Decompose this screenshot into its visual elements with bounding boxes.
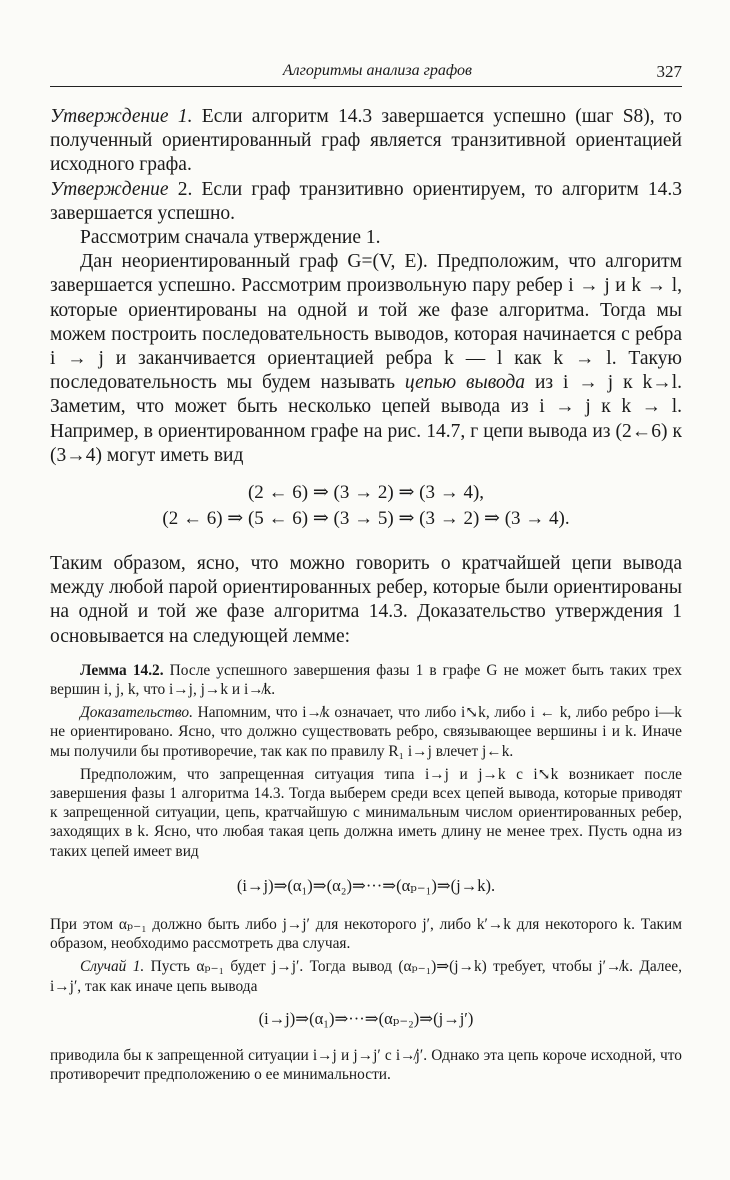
paragraph-shortest: Таким образом, ясно, что можно говорить о кратчайшей цепи вывода между любой парой ориентированных ребер, которые были ориентированы на одной и той же фазе алгоритма 14.3. Доказательство утверждения 1 основывается на следующей лемме: [50, 553, 682, 647]
proof-label: Доказательство. [80, 704, 193, 722]
paragraph-graph [50, 250, 682, 468]
formula-derivation-chains [50, 480, 682, 532]
paragraph-graph-part2: из i → j к k→l. Заметим, что может быть несколько цепей вывода из i → j к k → l. Например, в ориентированном графе на рис. 14.7, г цепи вывода из (2←6) к (3→4) могут иметь вид [50, 372, 682, 466]
proof-text: Напомним, что i↛k означает, что либо i⤡k, либо i ← k, либо ребро i—k не ориентировано. Ясно, что должно существовать ребро, связывающее вершины i и k. Иначе мы получили бы противоречие, так как по правилу R₁ i→j влечет j←k. [50, 704, 682, 760]
lemma-block [50, 661, 682, 1084]
paragraph-assume: Предположим, что запрещенная ситуация типа i→j и j→k с i⤡k возникает после завершения фазы 1 алгоритма 14.3. Тогда выберем среди всех цепей вывода, которые приводят к запрещенной ситуации, цепь, кратчайшую с минимальным числом ориентированных ребер, заходящих в k. Ясно, что любая такая цепь должна иметь длину не менее трех. Пусть одна из таких цепей имеет вид [50, 765, 682, 860]
lemma-label: Лемма 14.2. [80, 661, 164, 679]
paragraph-graph-part1: Дан неориентированный граф G=(V, E). Предположим, что алгоритм завершается успешно. Рассмотрим произвольную пару ребер i → j и k → l, которые ориентированы на одной и той же фазе алгоритма. Тогда мы можем построить последовательность выводов, которая начинается с ребра i → j и заканчивается ориентацией ребра k — l как k → l. Такую последовательность мы будем называть [50, 251, 682, 394]
formula-chain: (i→j)⇒(α₁)⇒(α₂)⇒···⇒(αₚ₋₁)⇒(j→k). [236, 875, 496, 895]
statement-2-text: 2. Если граф транзитивно ориентируем, то алгоритм 14.3 завершается успешно. [50, 178, 682, 224]
running-header [50, 58, 682, 87]
formula-line-1: (2 ← 6) ⇒ (3 → 2) ⇒ (3 → 4), [247, 482, 485, 504]
lemma-text: После успешного завершения фазы 1 в графе G не может быть таких трех вершин i, j, k, что i→j, j→k и i↛k. [50, 661, 682, 699]
statement-1-label: Утверждение 1. [50, 106, 193, 127]
formula-line-2: (2 ← 6) ⇒ (5 ← 6) ⇒ (3 → 5) ⇒ (3 → 2) ⇒ (3 → 4). [162, 508, 570, 530]
statement-2-label: Утверждение [50, 178, 169, 200]
main-text [50, 105, 682, 649]
case-1 [50, 957, 682, 995]
statement-1-text: Если алгоритм 14.3 завершается успешно (шаг S8), то полученный ориентированный граф является транзитивной ориентацией исходного графа. [50, 106, 682, 176]
running-title: Алгоритмы анализа графов [282, 62, 472, 79]
paragraph-conclusion: приводила бы к запрещенной ситуации i→j и j→j′ с i↛j′. Однако эта цепь короче исходной, что противоречит предположению о ее минимальности. [50, 1046, 682, 1083]
book-page [50, 58, 682, 1088]
lemma [50, 661, 682, 699]
formula-shorter-chain: (i→j)⇒(α₁)⇒···⇒(αₚ₋₂)⇒(j→j′) [258, 1008, 474, 1028]
paragraph-consider: Рассмотрим сначала утверждение 1. [80, 227, 381, 249]
statement-2 [50, 178, 682, 226]
case-1-text: Пусть αₚ₋₁ будет j→j′. Тогда вывод (αₚ₋₁)⇒(j→k) требует, чтобы j′↛k. Далее, i→j′, так как иначе цепь вывода [50, 958, 682, 995]
proof [50, 703, 682, 761]
page-number: 327 [656, 62, 682, 81]
term-derivation-chain: цепью вывода [404, 372, 526, 394]
paragraph-then: При этом αₚ₋₁ должно быть либо j→j′ для некоторого j′, либо k′→k для некоторого k. Таким образом, необходимо рассмотреть два случая. [50, 915, 682, 953]
case-1-label: Случай 1. [80, 958, 145, 976]
statement-1 [50, 105, 682, 178]
